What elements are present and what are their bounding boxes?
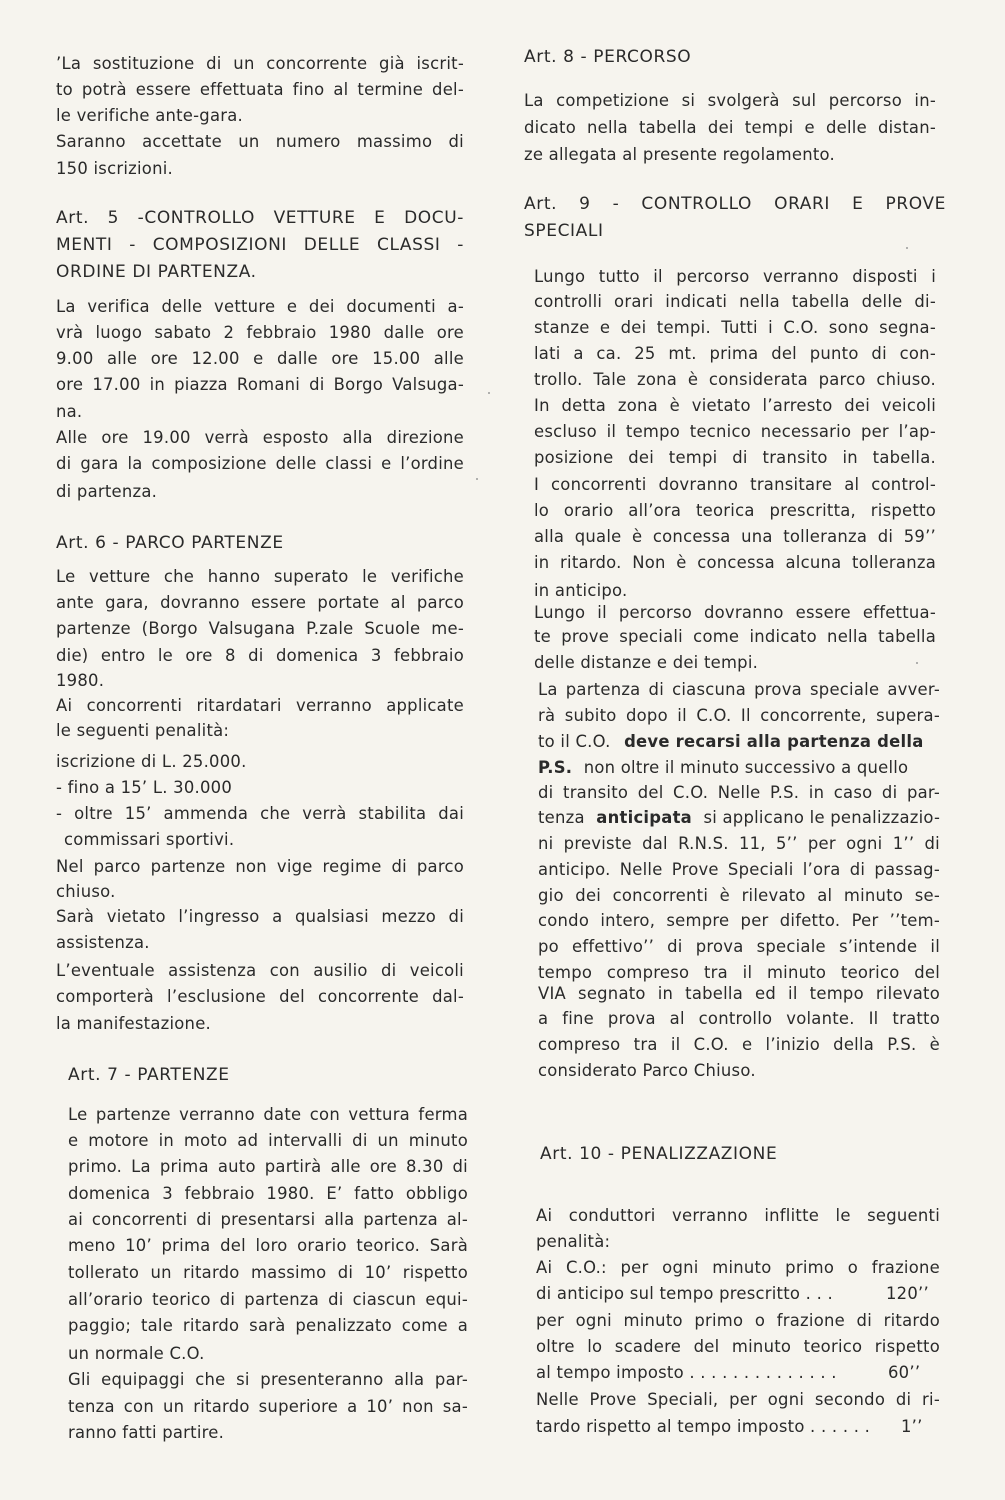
art5-body-line: vrà luogo sabato 2 febbraio 1980 dalle ore xyxy=(56,323,464,342)
art6-body-line: la manifestazione. xyxy=(56,1014,211,1033)
art6-body-line: partenze (Borgo Valsugana P.zale Scuole me- xyxy=(56,619,464,638)
art9-body-line: escluso il tempo tecnico necessario per l’ap- xyxy=(534,422,936,441)
art9-body-line: delle distanze e dei tempi. xyxy=(534,653,759,672)
art9-body-line: VIA segnato in tabella ed il tempo rilevato xyxy=(538,984,940,1003)
art9-bold-text: deve recarsi alla partenza della xyxy=(624,732,924,751)
art10-body-line xyxy=(536,1283,936,1305)
art9-body-line: Lungo tutto il percorso verranno disposti i xyxy=(534,267,936,286)
art6-body-line: Nel parco partenze non vige regime di parco xyxy=(56,857,464,876)
art5-body-line: Alle ore 19.00 verrà esposto alla direzione xyxy=(56,428,464,447)
art10-penalty-value: 60’’ xyxy=(888,1363,921,1382)
art6-title: Art. 6 - PARCO PARTENZE xyxy=(56,533,284,553)
art9-body-line: posizione dei tempi di transito in tabella. xyxy=(534,448,936,467)
art5-title: ORDINE DI PARTENZA. xyxy=(56,262,257,282)
art6-body-line: assistenza. xyxy=(56,933,150,952)
art6-body-line: le seguenti penalità: xyxy=(56,721,230,740)
art8-body-line: dicato nella tabella dei tempi e delle distan- xyxy=(524,118,936,137)
art9-body-line: anticipo. Nelle Prove Speciali l’ora di passag- xyxy=(538,860,940,879)
art9-body-line: Lungo il percorso dovranno essere effettua- xyxy=(534,603,936,622)
art7-body-line: tollerato un ritardo massimo di 10’ rispetto xyxy=(68,1263,468,1282)
art9-body-line: rà subito dopo il C.O. Il concorrente, supera- xyxy=(538,706,940,725)
intro-line: 150 iscrizioni. xyxy=(56,159,173,178)
art6-body-line: comporterà l’esclusione del concorrente dal- xyxy=(56,987,464,1006)
art6-body-line: Ai concorrenti ritardatari verranno applicate xyxy=(56,696,464,715)
art9-body-line: alla quale è concessa una tolleranza di 59’’ xyxy=(534,527,936,546)
art6-body-line: L’eventuale assistenza con ausilio di veicoli xyxy=(56,961,464,980)
art9-title: Art. 9 - CONTROLLO ORARI E PROVE xyxy=(524,194,946,214)
art6-body-line: Le vetture che hanno superato le verifiche xyxy=(56,567,464,586)
art6-body-line: commissari sportivi. xyxy=(64,830,235,849)
art9-body-line: ni previste dal R.N.S. 11, 5’’ per ogni 1’’ di xyxy=(538,834,940,853)
art5-title: MENTI - COMPOSIZIONI DELLE CLASSI - xyxy=(56,235,464,255)
art10-body-line: Nelle Prove Speciali, per ogni secondo di ri- xyxy=(536,1390,940,1409)
art8-body-line: La competizione si svolgerà sul percorso in- xyxy=(524,91,936,110)
art9-text: non oltre il minuto successivo a quello xyxy=(583,758,909,777)
art9-body-line: stanze e dei tempi. Tutti i C.O. sono segna- xyxy=(534,318,936,337)
art6-body-line: ante gara, dovranno essere portate al parco xyxy=(56,593,464,612)
art9-body-line: gio dei concorrenti è rilevato al minuto se- xyxy=(538,886,940,905)
art7-title: Art. 7 - PARTENZE xyxy=(68,1065,230,1085)
art10-title: Art. 10 - PENALIZZAZIONE xyxy=(540,1144,778,1164)
art9-text: to il C.O. xyxy=(538,732,611,751)
art6-body-line: chiuso. xyxy=(56,882,116,901)
art9-body-line: considerato Parco Chiuso. xyxy=(538,1061,756,1080)
art9-body-line: di transito del C.O. Nelle P.S. in caso di par- xyxy=(538,783,940,802)
art10-text: al tempo imposto . . . . . . . . . . . . . . xyxy=(536,1363,837,1382)
art9-body-line: tempo compreso tra il minuto teorico del xyxy=(538,963,940,982)
art9-body-line: controlli orari indicati nella tabella delle di- xyxy=(534,292,936,311)
art10-body-line xyxy=(536,1362,936,1384)
art9-text: tenza xyxy=(538,808,585,827)
art7-body-line: tenza con un ritardo superiore a 10’ non sa- xyxy=(68,1397,468,1416)
art5-body-line: La verifica delle vetture e dei documenti a- xyxy=(56,297,464,316)
art7-body-line: paggio; tale ritardo sarà penalizzato come a xyxy=(68,1316,468,1335)
art9-body-line: a fine prova al controllo volante. Il tratto xyxy=(538,1009,940,1028)
art9-body-line: I concorrenti dovranno transitare al control- xyxy=(534,475,936,494)
art7-body-line: meno 10’ prima del loro orario teorico. Sarà xyxy=(68,1236,468,1255)
intro-line: le verifiche ante-gara. xyxy=(56,106,243,125)
art9-body-line xyxy=(538,731,936,753)
art5-body-line: ore 17.00 in piazza Romani di Borgo Valsuga- xyxy=(56,375,464,394)
art5-body-line: di gara la composizione delle classi e l’ordine xyxy=(56,454,464,473)
art8-body-line: ze allegata al presente regolamento. xyxy=(524,145,835,164)
art6-body-line: Sarà vietato l’ingresso a qualsiasi mezzo di xyxy=(56,907,464,926)
scan-speck xyxy=(488,392,490,394)
art9-body-line: in anticipo. xyxy=(534,581,628,600)
art7-body-line: un normale C.O. xyxy=(68,1344,205,1363)
art9-body-line: condo intero, sempre per difetto. Per ’’tem- xyxy=(538,911,940,930)
art10-body-line: Ai conduttori verranno inflitte le seguenti xyxy=(536,1206,940,1225)
art9-body-line xyxy=(538,807,941,829)
art10-text: tardo rispetto al tempo imposto . . . . . . xyxy=(536,1417,871,1436)
art10-body-line: oltre lo scadere del minuto teorico rispetto xyxy=(536,1337,940,1356)
art6-body-line: - fino a 15’ L. 30.000 xyxy=(56,778,233,797)
art9-body-line: In detta zona è vietato l’arresto dei veicoli xyxy=(534,396,936,415)
art9-body-line: po effettivo’’ di prova speciale s’intende il xyxy=(538,937,940,956)
art7-body-line: ranno fatti partire. xyxy=(68,1423,225,1442)
art9-bold-text: P.S. xyxy=(538,758,573,777)
art9-text: si applicano le penalizzazio- xyxy=(703,808,941,827)
art8-title: Art. 8 - PERCORSO xyxy=(524,47,692,67)
scan-speck xyxy=(916,662,918,664)
art9-body-line xyxy=(538,757,936,779)
art10-body-line: Ai C.O.: per ogni minuto primo o frazione xyxy=(536,1258,940,1277)
art7-body-line: Le partenze verranno date con vettura ferma xyxy=(68,1105,468,1124)
art7-body-line: primo. La prima auto partirà alle ore 8.30 di xyxy=(68,1157,468,1176)
intro-line: Saranno accettate un numero massimo di xyxy=(56,132,464,151)
art10-body-line xyxy=(536,1416,936,1438)
art9-body-line: trollo. Tale zona è considerata parco chiuso. xyxy=(534,370,936,389)
art5-body-line: na. xyxy=(56,402,83,421)
art9-title: SPECIALI xyxy=(524,221,604,241)
scan-speck xyxy=(476,478,478,480)
art9-body-line: lati a ca. 25 mt. prima del punto di con- xyxy=(534,344,936,363)
art9-bold-text: anticipata xyxy=(596,808,692,827)
art7-body-line: Gli equipaggi che si presenteranno alla par- xyxy=(68,1370,468,1389)
art9-body-line: lo orario all’ora teorica prescritta, rispetto xyxy=(534,501,936,520)
art7-body-line: domenica 3 febbraio 1980. E’ fatto obbligo xyxy=(68,1184,468,1203)
art5-title: Art. 5 -CONTROLLO VETTURE E DOCU- xyxy=(56,208,464,228)
scan-speck xyxy=(906,247,908,249)
art5-body-line: di partenza. xyxy=(56,482,158,501)
art5-body-line: 9.00 alle ore 12.00 e dalle ore 15.00 alle xyxy=(56,349,464,368)
art6-body-line: iscrizione di L. 25.000. xyxy=(56,752,247,771)
art10-penalty-value: 1’’ xyxy=(901,1417,923,1436)
art10-text: di anticipo sul tempo prescritto . . . xyxy=(536,1284,833,1303)
art9-body-line: compreso tra il C.O. e l’inizio della P.S. è xyxy=(538,1035,940,1054)
art6-body-line: 1980. xyxy=(56,671,105,690)
art10-penalty-value: 120’’ xyxy=(886,1284,929,1303)
art9-body-line: te prove speciali come indicato nella tabella xyxy=(534,627,936,646)
art10-body-line: per ogni minuto primo o frazione di ritardo xyxy=(536,1311,940,1330)
intro-line: ’La sostituzione di un concorrente già iscrit- xyxy=(56,54,464,73)
art9-body-line: La partenza di ciascuna prova speciale avver- xyxy=(538,680,940,699)
intro-line: to potrà essere effettuata fino al termine del- xyxy=(56,80,464,99)
art7-body-line: all’orario teorico di partenza di ciascun equi- xyxy=(68,1290,468,1309)
art7-body-line: ai concorrenti di presentarsi alla partenza al- xyxy=(68,1210,468,1229)
art6-body-line: - oltre 15’ ammenda che verrà stabilita dai xyxy=(56,804,464,823)
art6-body-line: die) entro le ore 8 di domenica 3 febbraio xyxy=(56,646,464,665)
art9-body-line: in ritardo. Non è concessa alcuna tolleranza xyxy=(534,553,936,572)
art10-body-line: penalità: xyxy=(536,1232,611,1251)
art7-body-line: e motore in moto ad intervalli di un minuto xyxy=(68,1131,468,1150)
